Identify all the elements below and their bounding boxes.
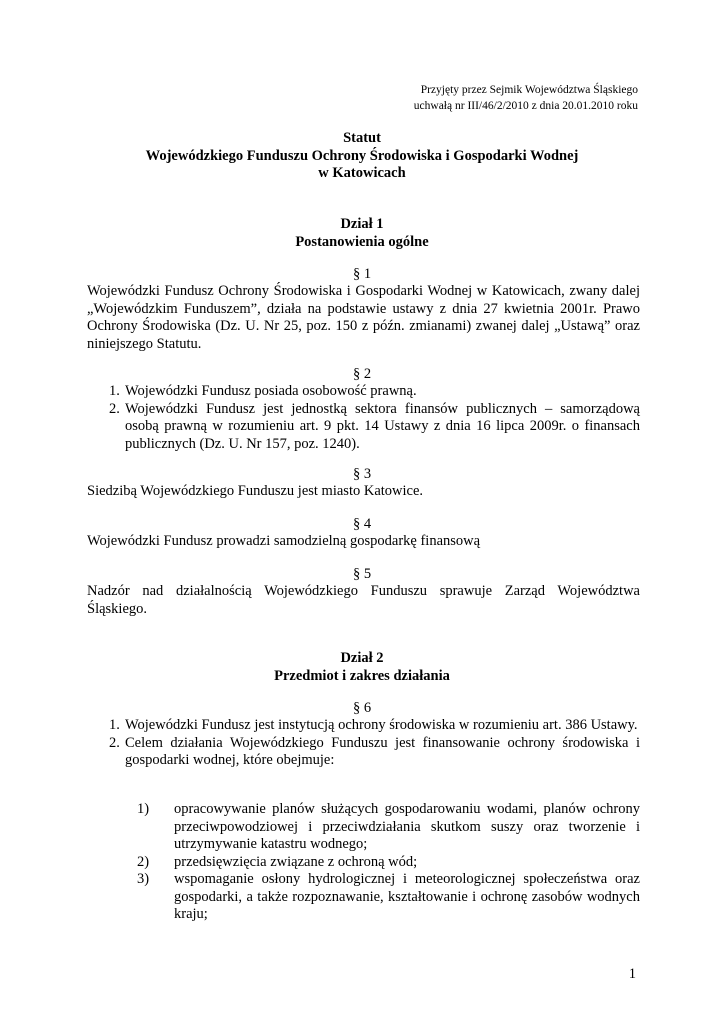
paragraph-4-text: Wojewódzki Fundusz prowadzi samodzielną gospodarkę finansową: [87, 533, 481, 549]
section2-title: Przedmiot i zakres działania: [274, 667, 450, 684]
sublist-item-number: 1): [137, 801, 150, 817]
sublist-item-text: przedsięwzięcia związane z ochroną wód;: [174, 853, 418, 870]
section1-title: Postanowienia ogólne: [295, 233, 429, 250]
list-item: [87, 735, 640, 770]
sublist-item-text: opracowywanie planów służących gospodarowaniu wodami, planów ochrony przeciwpowodziowej i przeciwdziałania skutkom suszy oraz tworzenie i utrzymywanie katastru wodnego;: [174, 801, 640, 852]
list-item-number: 2.: [109, 400, 120, 417]
adoption-note-line2: uchwałą nr III/46/2/2010 z dnia 20.01.2010 roku: [413, 100, 638, 112]
paragraph-3-text: Siedzibą Wojewódzkiego Funduszu jest miasto Katowice.: [87, 483, 424, 499]
sublist-item: [137, 854, 640, 872]
page-number: 1: [628, 966, 636, 982]
sublist-item-number: 3): [137, 871, 150, 887]
paragraph-2-list: [87, 383, 640, 453]
list-item-text: Celem działania Wojewódzkiego Funduszu jest finansowanie ochrony środowiska i gospodarki wodnej, które obejmuje:: [125, 734, 640, 768]
paragraph-6-mark: § 6: [352, 700, 372, 716]
section2-number: Dział 2: [340, 650, 384, 666]
section1-heading: [0, 216, 724, 251]
list-item-number: 1.: [109, 383, 120, 399]
title-line1: Statut: [343, 130, 381, 146]
adoption-note: [414, 82, 638, 114]
paragraph-4-mark: § 4: [352, 516, 372, 532]
list-item: [87, 401, 640, 454]
paragraph-6-list: [87, 717, 640, 770]
sublist-item-text: wspomaganie osłony hydrologicznej i meteorologicznej społeczeństwa oraz gospodarki, a także rozpoznawanie, kształtowanie i ochronę zasobów wodnych kraju;: [174, 871, 640, 922]
sublist-item-number: 2): [137, 853, 150, 870]
paragraph-6-sublist: [137, 801, 640, 924]
section1-number: Dział 1: [340, 216, 384, 232]
document-title: [0, 130, 724, 183]
section2-heading: [0, 650, 724, 685]
paragraph-3-mark: § 3: [352, 466, 372, 482]
adoption-note-line1: Przyjęty przez Sejmik Województwa Śląskiego: [420, 84, 638, 96]
title-line2: Wojewódzkiego Funduszu Ochrony Środowiska i Gospodarki Wodnej: [145, 147, 579, 164]
list-item-text: Wojewódzki Fundusz posiada osobowość prawną.: [125, 383, 417, 399]
sublist-item: [137, 871, 640, 924]
paragraph-5-mark: § 5: [352, 566, 372, 582]
paragraph-1-mark: § 1: [352, 266, 372, 282]
sublist-item: [137, 801, 640, 854]
list-item-text: Wojewódzki Fundusz jest jednostką sektora finansów publicznych – samorządową osobą prawną w rozumieniu art. 9 pkt. 14 Ustawy z dnia 16 lipca 2009r. o finansach publicznych (Dz. U. Nr 157, poz. 1240).: [125, 400, 640, 452]
title-line3: w Katowicach: [318, 165, 406, 181]
paragraph-2-mark: § 2: [352, 366, 372, 382]
list-item-text: Wojewódzki Fundusz jest instytucją ochrony środowiska w rozumieniu art. 386 Ustawy.: [125, 717, 638, 733]
paragraph-1-text: Wojewódzki Fundusz Ochrony Środowiska i Gospodarki Wodnej w Katowicach, zwany dalej „Wojewódzkim Funduszem”, działa na podstawie ustawy z dnia 27 kwietnia 2001r. Prawo Ochrony Środowiska (Dz. U. Nr 25, poz. 150 z późn. zmianami) zwanej dalej „Ustawą” oraz niniejszego Statutu.: [87, 283, 640, 352]
paragraph-5-text: Nadzór nad działalnością Wojewódzkiego Funduszu sprawuje Zarząd Województwa Śląskiego.: [87, 583, 640, 617]
list-item: [87, 383, 640, 401]
list-item: [87, 717, 640, 735]
list-item-number: 1.: [109, 717, 120, 733]
list-item-number: 2.: [109, 734, 120, 751]
